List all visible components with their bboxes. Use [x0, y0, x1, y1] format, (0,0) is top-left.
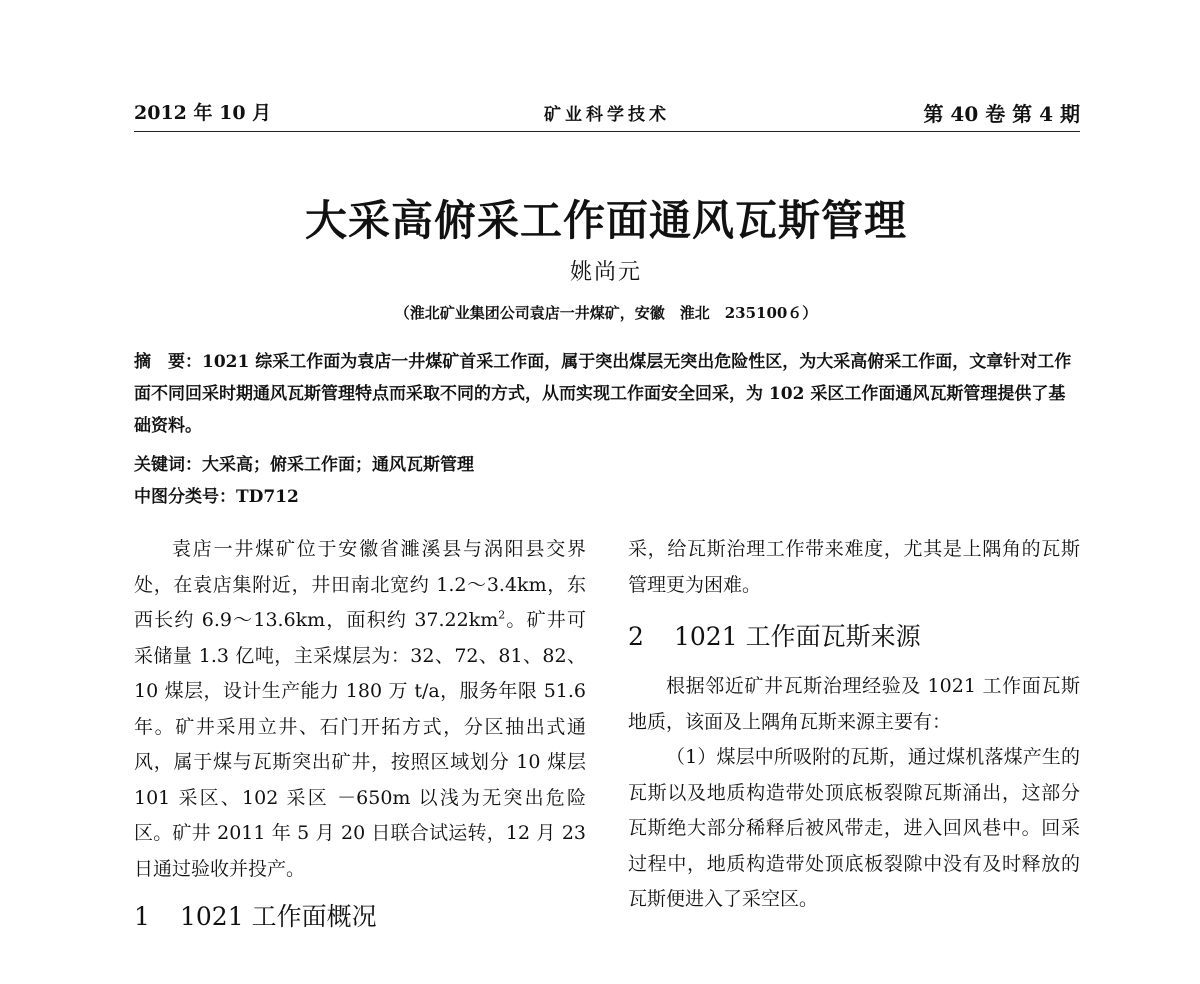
intro-text-b: 。矿井可采储量 1.3 亿吨，主采煤层为：32、72、81、82、10 煤层，设计生产能力 180 万 t/a，服务年限 51.6 年。矿井采用立井、石门开拓方式，分区抽出式通风，属于煤与瓦斯突出矿井，按照区域划分 10 煤层 101 采区、102 采区 －650m 以浅为无突出危险区。矿井 2011 年 5 月 20 日联合试运转，12 月 23 日通过验收并投产。	[134, 609, 586, 880]
gas-source-item-1: （1）煤层中所吸附的瓦斯，通过煤机落煤产生的瓦斯以及地质构造带处顶底板裂隙瓦斯涌出，这部分瓦斯绝大部分稀释后被风带走，进入回风巷中。回采过程中，地质构造带处顶底板裂隙中没有及时释放的瓦斯便进入了采空区。	[628, 746, 1080, 910]
section-2-number: 2	[628, 622, 644, 651]
abstract-text: 1021 综采工作面为袁店一井煤矿首采工作面，属于突出煤层无突出危险性区，为大采高俯采工作面，文章针对工作面不同回采时期通风瓦斯管理特点而采取不同的方式，从而实现工作面安全回采，为 102 采区工作面通风瓦斯管理提供了基础资料。	[134, 352, 1072, 436]
classification-label: 中图分类号：	[134, 487, 236, 507]
keywords-label: 关键词：	[134, 455, 202, 475]
paper-title: 大采高俯采工作面通风瓦斯管理	[304, 196, 907, 245]
section-2-heading	[628, 619, 1080, 655]
abstract-label: 摘 要：	[134, 352, 202, 372]
keywords-line	[134, 450, 1080, 475]
classification-line	[134, 482, 1080, 507]
intro-text-a: 袁店一井煤矿位于安徽省濉溪县与涡阳县交界处，在袁店集附近，井田南北宽约 1.2～3.4km，东西长约 6.9～13.6km，面积约 37.22km	[134, 538, 586, 631]
area-unit-superscript: 2	[498, 608, 506, 622]
section-1-title: 1021 工作面概况	[180, 902, 377, 931]
header-journal: 矿业科学技术	[544, 105, 670, 125]
header-date: 2012 年 10 月	[134, 102, 272, 124]
intro-paragraph	[134, 532, 586, 887]
section-2-title: 1021 工作面瓦斯来源	[674, 622, 921, 651]
section-1-number: 1	[134, 902, 150, 931]
paper-author: 姚尚元	[569, 260, 642, 285]
classification-text: TD712	[236, 487, 299, 507]
running-header	[134, 98, 1080, 134]
continued-paragraph: 采，给瓦斯治理工作带来难度，尤其是上隅角的瓦斯管理更为困难。	[628, 538, 1080, 596]
body-right-column	[628, 532, 1080, 918]
gas-source-intro: 根据邻近矿井瓦斯治理经验及 1021 工作面瓦斯地质，该面及上隅角瓦斯来源主要有：	[628, 675, 1080, 733]
header-rule	[134, 131, 1080, 132]
abstract	[134, 346, 1080, 442]
section-1-heading	[134, 899, 586, 935]
keywords-text: 大采高；俯采工作面；通风瓦斯管理	[202, 455, 474, 475]
header-issue: 第 40 卷 第 4 期	[923, 102, 1080, 126]
body-left-column	[134, 532, 586, 949]
paper-affiliation: （淮北矿业集团公司袁店一井煤矿，安徽 淮北 235100６）	[394, 304, 818, 322]
